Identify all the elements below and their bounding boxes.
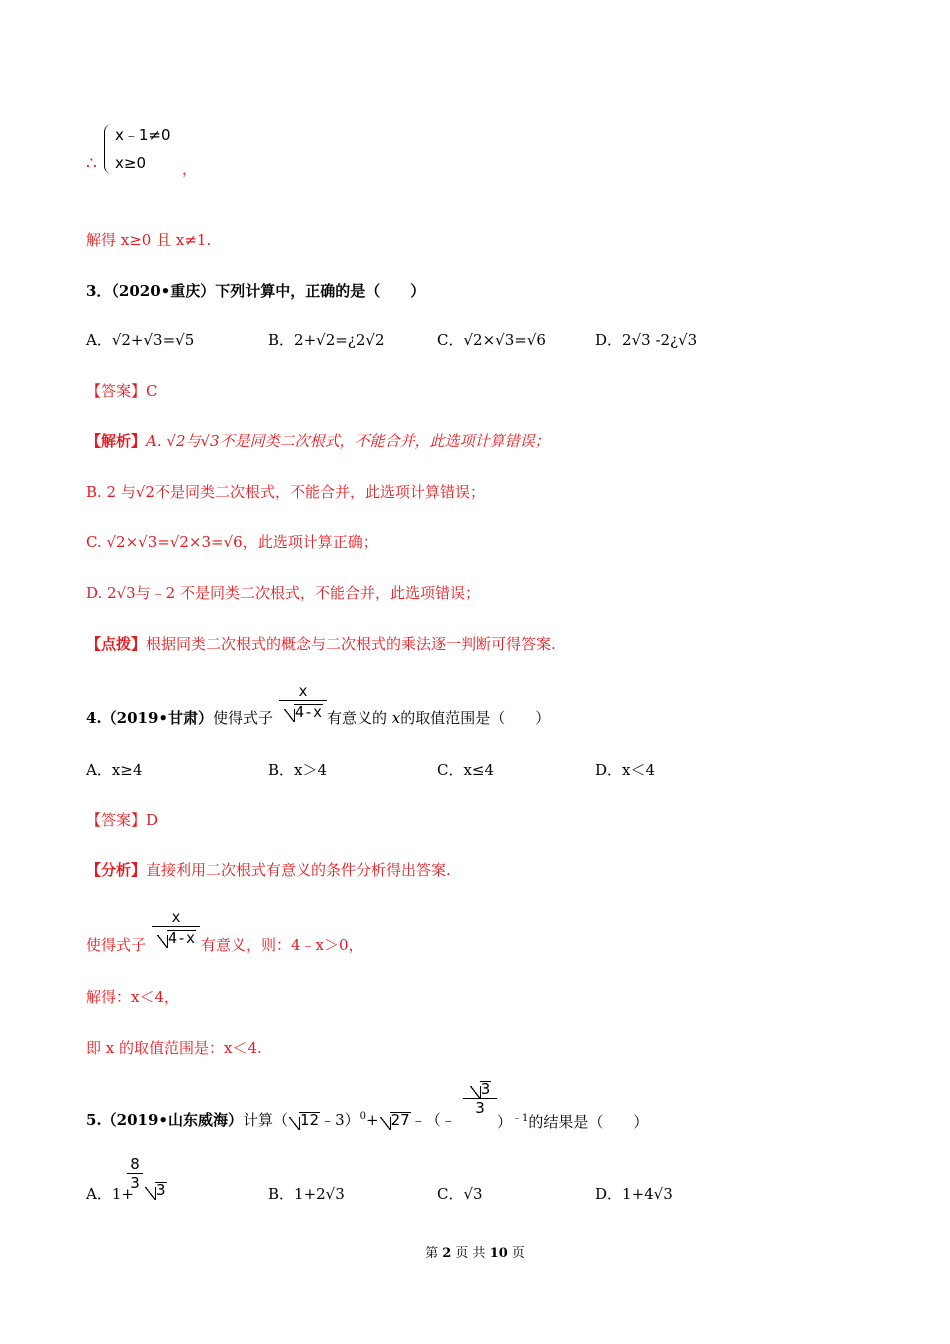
q3-analysis-b: B. 2 与√2不是同类二次根式，不能合并，此选项计算错误； bbox=[86, 483, 485, 501]
q4-stem-c: 的取值范围是（ ） bbox=[400, 709, 551, 727]
q3-tip-text: 根据同类二次根式的概念与二次根式的乘法逐一判断可得答案. bbox=[146, 635, 556, 653]
q5-fraction-denominator: 3 bbox=[475, 1099, 485, 1117]
q5-exponent-neg1: ﹣1 bbox=[512, 1113, 529, 1124]
q4-solution-fraction bbox=[152, 908, 200, 947]
q4-stem-prefix: 4.（2019•甘肃） bbox=[86, 709, 213, 727]
q5-radical-27: 27 bbox=[380, 1111, 410, 1129]
q4-stem-b: 有意义的 bbox=[327, 709, 388, 727]
q4-analysis bbox=[86, 859, 451, 880]
q3-analysis-c: C. √2×√3=√2×3=√6，此选项计算正确； bbox=[86, 533, 378, 551]
q5-stem-e: 的结果是（ ） bbox=[528, 1113, 649, 1131]
q5-stem-prefix: 5.（2019•山东威海） bbox=[86, 1111, 243, 1129]
q5-plus: + bbox=[366, 1111, 379, 1129]
q5-stem-c: ﹣（﹣ bbox=[410, 1111, 456, 1129]
q4-fraction-numerator: x bbox=[298, 682, 308, 700]
q3-option-d bbox=[595, 329, 697, 350]
q3-answer: 【答案】C bbox=[86, 382, 158, 400]
footer-total-pages: 10 bbox=[489, 1246, 508, 1261]
q4-solution-c: 解得：x＜4， bbox=[86, 988, 180, 1006]
q4-solution-d: 即 x 的取值范围是：x＜4. bbox=[86, 1039, 262, 1057]
q4-solution-fraction-numerator: x bbox=[171, 908, 181, 926]
q4-solution-b: 有意义，则：4﹣x＞0， bbox=[201, 936, 364, 954]
q4-option-d: D．x＜4 bbox=[595, 761, 656, 779]
footer-middle: 页 共 bbox=[455, 1246, 486, 1261]
q4-solution-fraction-denominator-wrap bbox=[152, 929, 200, 947]
q4-option-a: A．x≥4 bbox=[86, 761, 143, 779]
q3-option-c-text: C．√2×√3=√6 bbox=[437, 331, 546, 349]
q5-fraction bbox=[463, 1080, 497, 1117]
q3-tip bbox=[86, 633, 556, 654]
footer-prefix: 第 bbox=[425, 1246, 439, 1261]
q3-option-c bbox=[437, 329, 546, 350]
q3-analysis-label: 【解析】 bbox=[86, 432, 147, 450]
q3-option-a bbox=[86, 329, 194, 350]
q3-option-d-text: D．2√3 -2¿√3 bbox=[595, 331, 698, 349]
q5-option-a-prefix: A．1+ bbox=[86, 1185, 134, 1203]
footer-page-number: 2 bbox=[442, 1246, 452, 1261]
q5-radical-12: 12 bbox=[289, 1111, 319, 1129]
q5-exponent-0: 0 bbox=[359, 1111, 367, 1122]
q3-option-b bbox=[268, 329, 385, 350]
system-brace bbox=[104, 124, 113, 174]
therefore-symbol: ∴ bbox=[86, 154, 97, 174]
system-line-2: x≥0 bbox=[115, 154, 146, 172]
page-footer bbox=[0, 1242, 950, 1261]
q3-option-a-text: A．√2+√3=√5 bbox=[86, 331, 195, 349]
q5-fraction-numerator: 3 bbox=[470, 1080, 491, 1098]
q4-stem-end bbox=[327, 707, 550, 728]
q5-option-a-radical: 3 bbox=[145, 1181, 166, 1199]
q5-option-a-numerator: 8 bbox=[130, 1155, 140, 1173]
q3-analysis-a bbox=[86, 430, 550, 451]
q4-option-b: B．x＞4 bbox=[268, 761, 328, 779]
q3-stem-text: 3．（2020•重庆）下列计算中，正确的是（ ） bbox=[86, 282, 426, 300]
q5-option-a-fraction bbox=[127, 1155, 143, 1192]
q5-option-d: D．1+4√3 bbox=[595, 1185, 673, 1203]
system-comma: ， bbox=[182, 160, 198, 178]
q4-fraction-denominator: 4-x bbox=[284, 703, 322, 721]
q5-option-a-denominator: 3 bbox=[130, 1174, 140, 1192]
q5-stem-start bbox=[86, 1109, 456, 1130]
system-line-1: x﹣1≠0 bbox=[115, 126, 171, 144]
q4-option-c: C．x≤4 bbox=[437, 761, 495, 779]
q4-fraction-bar bbox=[279, 700, 327, 701]
q5-stem-b: ﹣3） bbox=[320, 1111, 360, 1129]
q4-solution-fraction-denominator: 4-x bbox=[157, 929, 195, 947]
q4-fraction bbox=[279, 682, 327, 721]
q3-stem bbox=[86, 280, 425, 301]
q2-result: 解得 x≥0 且 x≠1. bbox=[86, 231, 212, 249]
q5-option-b: B．1+2√3 bbox=[268, 1185, 345, 1203]
q3-analysis-a-text: A. √2与√3不是同类二次根式，不能合并，此选项计算错误； bbox=[146, 432, 550, 450]
q4-answer: 【答案】D bbox=[86, 811, 159, 829]
q5-option-a-radical-wrap bbox=[144, 1181, 167, 1199]
q5-stem-a: 计算（ bbox=[243, 1111, 289, 1129]
q4-analysis-label: 【分析】 bbox=[86, 861, 147, 879]
q4-solution-fraction-bar bbox=[152, 926, 200, 927]
q4-stem-start bbox=[86, 707, 273, 728]
q3-analysis-d: D. 2√3与﹣2 不是同类二次根式，不能合并，此选项错误； bbox=[86, 584, 480, 602]
q5-fraction-numerator-wrap bbox=[463, 1080, 497, 1098]
q5-stem-end bbox=[497, 1109, 648, 1132]
q4-fraction-denominator-wrap bbox=[279, 703, 327, 721]
q4-stem-a: 使得式子 bbox=[213, 709, 274, 727]
q4-solution-a: 使得式子 bbox=[86, 936, 147, 954]
q5-stem-d: ） bbox=[497, 1113, 513, 1131]
q3-option-b-text: B．2+√2=¿2√2 bbox=[268, 331, 385, 349]
q4-stem-var: x bbox=[391, 709, 401, 727]
q5-option-c: C．√3 bbox=[437, 1185, 483, 1203]
footer-suffix: 页 bbox=[511, 1246, 525, 1261]
q4-analysis-text: 直接利用二次根式有意义的条件分析得出答案. bbox=[146, 861, 451, 879]
q3-tip-label: 【点拨】 bbox=[86, 635, 147, 653]
